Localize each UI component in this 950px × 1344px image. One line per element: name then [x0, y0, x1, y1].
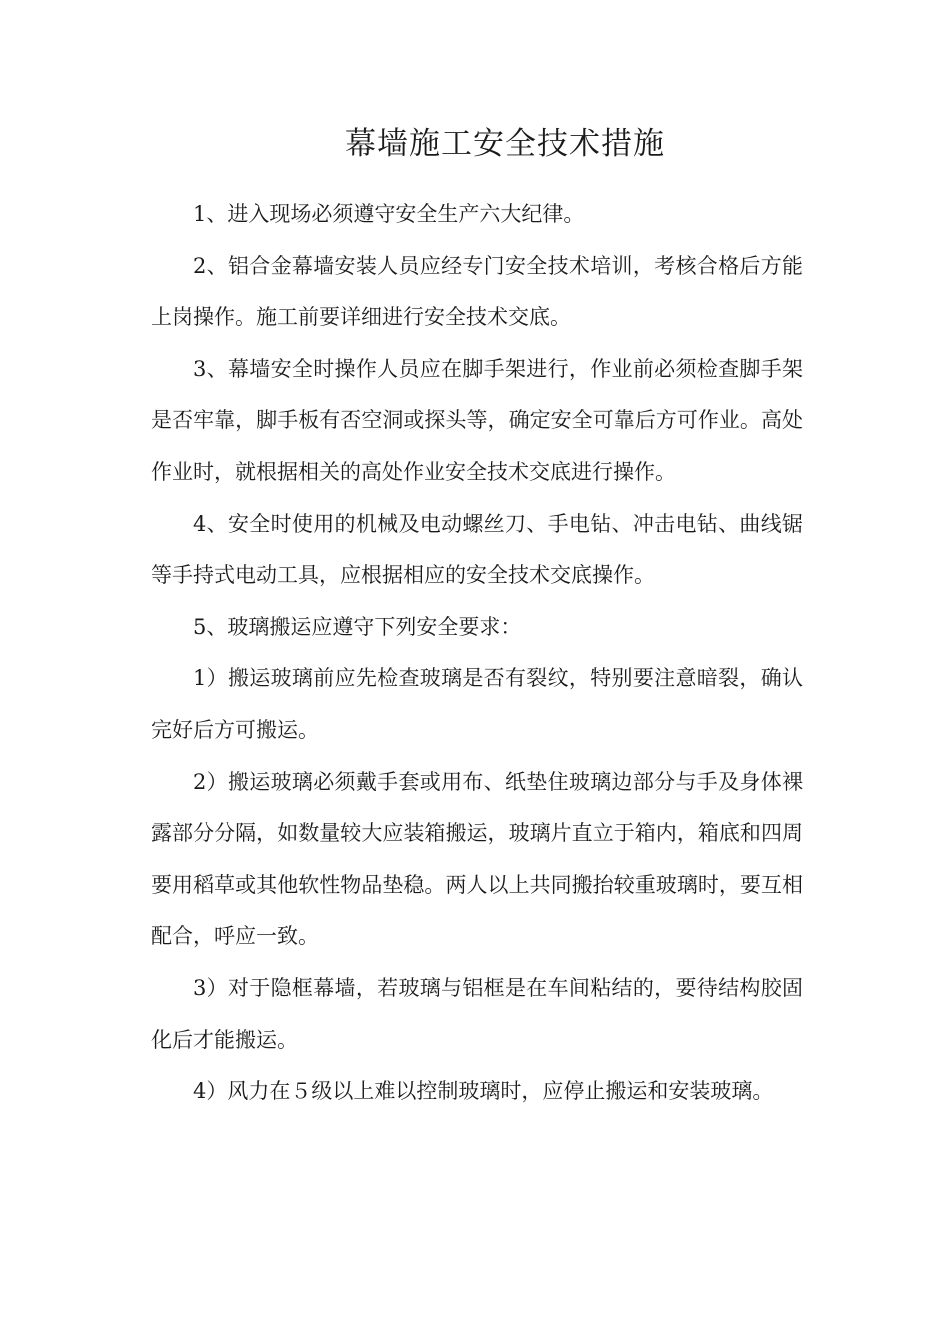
sub-item-2: 2）搬运玻璃必须戴手套或用布、纸垫住玻璃边部分与手及身体裸露部分分隔，如数量较大应装箱搬运，玻璃片直立于箱内，箱底和四周要用稻草或其他软性物品垫稳。两人以上共同搬抬较重玻璃时，要互相配合，呼应一致。 [151, 769, 803, 949]
paragraph-5: 5、玻璃搬运应遵守下列安全要求： [193, 614, 522, 639]
paragraph-3: 3、幕墙安全时操作人员应在脚手架进行，作业前必须检查脚手架是否牢靠，脚手板有否空洞或探头等，确定安全可靠后方可作业。高处作业时，就根据相关的高处作业安全技术交底进行操作。 [151, 356, 803, 484]
paragraph-1: 1、进入现场必须遵守安全生产六大纪律。 [193, 202, 585, 226]
paragraph-4: 4、安全时使用的机械及电动螺丝刀、手电钻、冲击电钻、曲线锯等手持式电动工具，应根据相应的安全技术交底操作。 [151, 511, 803, 588]
sub-item-4: 4）风力在５级以上难以控制玻璃时，应停止搬运和安装玻璃。 [193, 1079, 774, 1104]
document-body [151, 189, 803, 1118]
sub-item-3: 3）对于隐框幕墙，若玻璃与铝框是在车间粘结的，要待结构胶固化后才能搬运。 [151, 975, 803, 1052]
paragraph-2: 2、铝合金幕墙安装人员应经专门安全技术培训，考核合格后方能上岗操作。施工前要详细进行安全技术交底。 [151, 253, 803, 330]
document-title: 幕墙施工安全技术措施 [345, 126, 665, 162]
sub-item-1: 1）搬运玻璃前应先检查玻璃是否有裂纹，特别要注意暗裂，确认完好后方可搬运。 [151, 666, 803, 742]
